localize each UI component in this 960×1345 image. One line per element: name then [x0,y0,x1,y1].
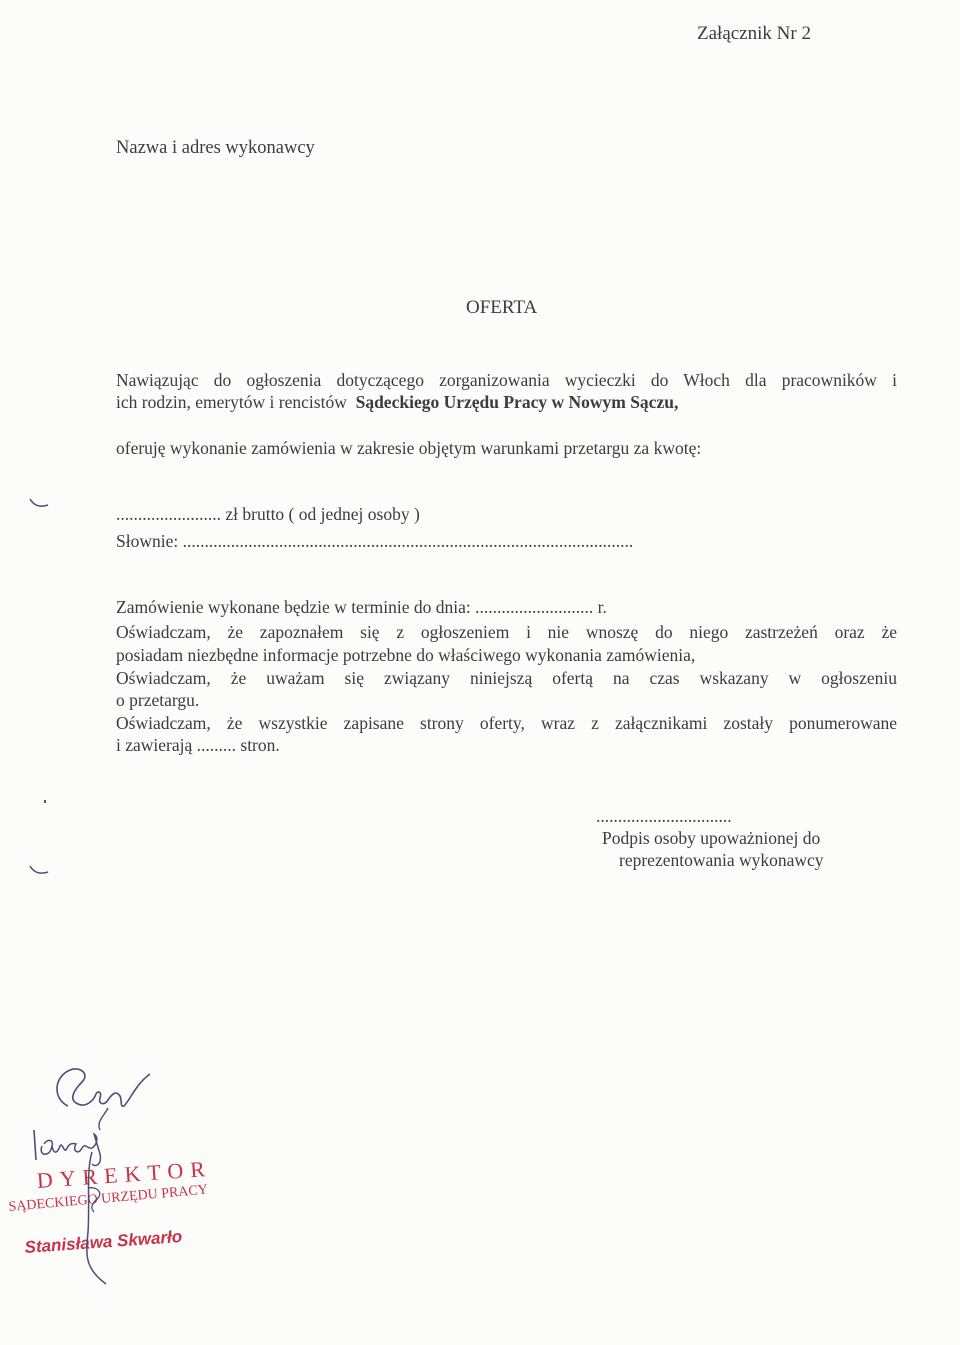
declaration-2-line-1: Oświadczam, że uważam się związany niniejszą ofertą na czas wskazany w ogłoszeniu [116,668,897,688]
declaration-3-line-2: i zawierają ......... stron. [116,735,280,755]
signature-dots: ............................... [596,806,732,826]
scan-tick-mark-icon [28,495,52,515]
official-stamp [0,1050,260,1290]
scan-dot [44,800,46,803]
signature-caption-line-1: Podpis osoby upoważnionej do [602,828,821,848]
stamp-name: Stanisława Skwarło [24,1226,183,1257]
contractor-name-label: Nazwa i adres wykonawcy [116,138,315,158]
signature-stroke-icon [70,1142,130,1292]
declaration-1-line-1: Oświadczam, że zapoznałem się z ogłoszeniem i nie wnoszę do niego zastrzeżeń oraz że [116,622,897,642]
offer-statement: oferuję wykonanie zamówienia w zakresie objętym warunkami przetargu za kwotę: [116,438,702,458]
document-title: OFERTA [466,297,538,318]
stamp-office: SĄDECKIEGO URZĘDU PRACY [8,1182,209,1215]
price-field: ........................ zł brutto ( od jednej osoby ) [116,504,420,524]
completion-term-field: Zamówienie wykonane będzie w terminie do dnia: ........................... r. [116,597,607,617]
annex-number: Załącznik Nr 2 [697,23,811,44]
declaration-3-line-1: Oświadczam, że wszystkie zapisane strony oferty, wraz z załącznikami zostały ponumerowane [116,713,897,733]
intro-line-2 [116,392,678,412]
scan-tick-mark-icon [28,862,52,882]
intro-line-1: Nawiązując do ogłoszenia dotyczącego zorganizowania wycieczki do Włoch dla pracowników i [116,370,897,390]
office-name: Sądeckiego Urzędu Pracy w Nowym Sączu, [355,392,679,412]
stamp-title: DYREKTOR [36,1155,213,1193]
signature-caption-line-2: reprezentowania wykonawcy [619,850,824,870]
declaration-2-line-2: o przetargu. [116,690,200,710]
declaration-1-line-2: posiadam niezbędne informacje potrzebne do właściwego wykonania zamówienia, [116,645,696,665]
intro-line-2-text: ich rodzin, emerytów i rencistów [116,392,347,412]
amount-in-words-field: Słownie: ....................................................................................................... [116,531,634,551]
